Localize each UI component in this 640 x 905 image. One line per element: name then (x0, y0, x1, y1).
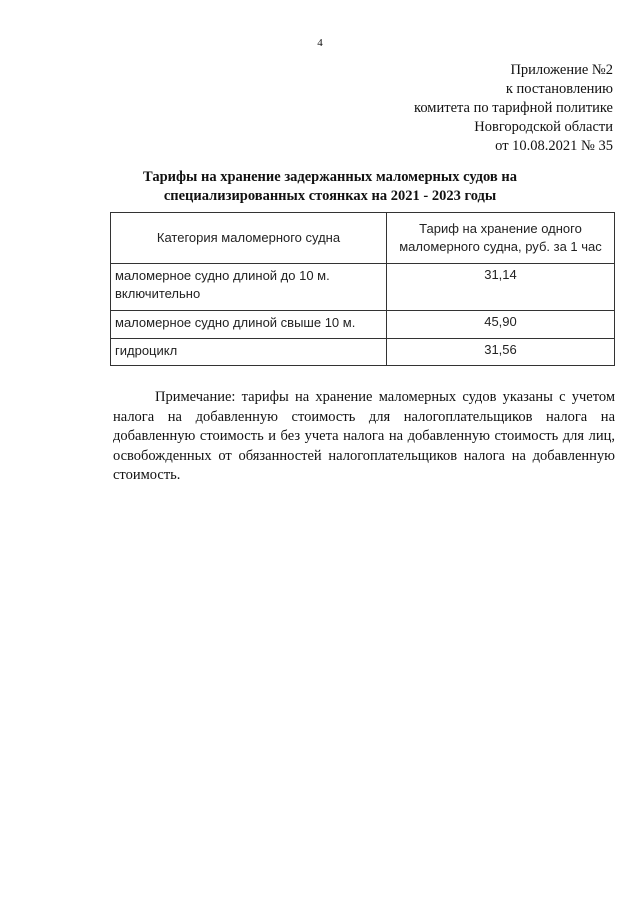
appendix-line: Новгородской области (474, 119, 613, 135)
tariff-value: 31,14 (387, 264, 615, 311)
appendix-line: от 10.08.2021 № 35 (495, 138, 613, 154)
tariff-header (387, 213, 615, 264)
appendix-header (414, 61, 613, 156)
category-text: включительно (115, 286, 201, 301)
tariff-value: 31,56 (387, 339, 615, 366)
appendix-line: комитета по тарифной политике (414, 100, 613, 116)
appendix-line: Приложение №2 (510, 62, 613, 78)
note-paragraph: Примечание: тарифы на хранение маломерных судов указаны с учетом налога на добавленную стоимость для налогоплательщиков налога на добавленную стоимость и без учета налога на добавленную стоимость для лиц, освобожденных от обязанностей налогоплательщиков налога на добавленную стоимость. (113, 389, 615, 483)
category-cell (111, 264, 387, 311)
document-title (110, 168, 550, 206)
title-line: специализированных стоянках на 2021 - 2023 годы (163, 188, 497, 204)
category-cell (111, 339, 387, 366)
table-header-row (111, 213, 615, 264)
appendix-line: к постановлению (505, 81, 613, 97)
category-header: Категория маломерного судна (111, 213, 387, 264)
tariff-header-line: Тариф на хранение одного (419, 221, 582, 236)
tariff-table (110, 212, 615, 366)
category-cell (111, 311, 387, 339)
category-text: маломерное судно длиной до 10 м. (115, 268, 330, 283)
table-row (111, 339, 615, 366)
tariff-value: 45,90 (387, 311, 615, 339)
category-text: маломерное судно длиной свыше 10 м. (115, 315, 356, 330)
table-row (111, 311, 615, 339)
category-text: гидроцикл (115, 343, 178, 358)
title-line: Тарифы на хранение задержанных маломерных судов на (143, 169, 517, 185)
table-row (111, 264, 615, 311)
tariff-header-line: маломерного судна, руб. за 1 час (399, 239, 602, 254)
page-number: 4 (317, 37, 323, 49)
